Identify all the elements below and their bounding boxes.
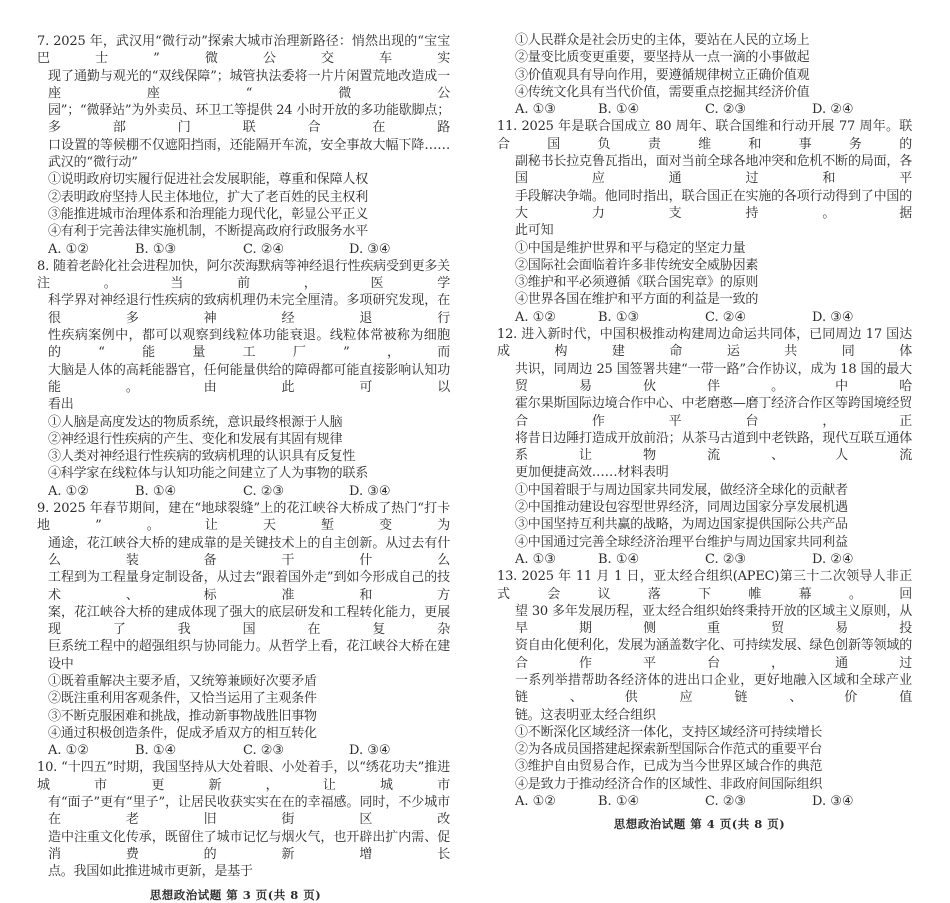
statement-option: ③不断克服困难和挑战，推动新事物战胜旧事物 xyxy=(48,708,317,724)
question xyxy=(497,568,912,810)
answer-choice-d: D. ③④ xyxy=(812,309,854,325)
answer-choice-b: B. ①④ xyxy=(598,551,640,567)
answer-choice-a: A. ①② xyxy=(48,743,89,759)
answer-choices-row xyxy=(497,101,912,118)
question-stem-line: 现了通勤与观光的“双线保障”；城管执法委将一片片闲置荒地改造成一座座“微公 xyxy=(48,68,450,101)
statement-option: ①中国是维护世界和平与稳定的坚定力量 xyxy=(515,240,746,256)
question xyxy=(497,118,912,326)
question-stem-line: 链。这表明亚太经合组织 xyxy=(515,707,656,723)
question-stem-line: 口设置的等候棚不仅遮阳挡雨，还能隔开车流，安全事故大幅下降……武汉的“微行动” xyxy=(48,137,450,171)
answer-choices-row xyxy=(497,309,912,326)
question-stem-line: 共识，同周边 25 国签署共建“一带一路”合作协议，成为 18 国的最大贸易伙伴。中哈 xyxy=(515,361,912,394)
statement-option: ④有利于完善法律实施机制，不断提高政府行政服务水平 xyxy=(48,224,369,240)
statement-option: ②为各成员国搭建起探索新型国际合作范式的重要平台 xyxy=(515,742,823,758)
answer-choices-row xyxy=(37,483,450,500)
question-stem-line: 看出 xyxy=(48,397,74,413)
question xyxy=(37,33,450,258)
statement-option: ③能推进城市治理体系和治理能力现代化，彰显公平正义 xyxy=(48,206,369,222)
question-stem-line: 巨系统工程中的超强组织与协同能力。从哲学上看，花江峡谷大桥在建设中 xyxy=(48,639,450,672)
question-stem-line: 大脑是人体的高耗能器官，任何能量供给的障碍都可能直接影响认知功能。由此可以 xyxy=(48,362,450,395)
statement-option: ③维护自由贸易合作，已成为当今世界区域合作的典范 xyxy=(515,759,823,775)
answer-choices-row xyxy=(37,742,450,759)
statement-option: ①说明政府切实履行促进社会发展职能，尊重和保障人权 xyxy=(48,172,369,188)
question-stem-line: 科学界对神经退行性疾病的致病机理仍未完全厘清。多项研究发现，在很多神经退行 xyxy=(48,293,450,326)
answer-choice-b: B. ①④ xyxy=(135,483,177,499)
statement-option: ④中国通过完善全球经济治理平台维护与周边国家共同利益 xyxy=(515,534,848,550)
question-stem-line: 点。我国如此推进城市更新，是基于 xyxy=(48,864,253,880)
answer-choice-b: B. ①④ xyxy=(135,743,177,759)
statement-option: ①人脑是高度发达的物质系统，意识最终根源于人脑 xyxy=(48,414,343,430)
question-stem-line: 有“面子”更有“里子”，让居民收获实实在在的幸福感。同时，不少城市在老旧街区改 xyxy=(48,795,450,828)
statement-option: ①中国着眼于与周边国家共同发展，做经济全球化的贡献者 xyxy=(515,482,848,498)
statement-option: ④世界各国在维护和平方面的利益是一致的 xyxy=(515,292,759,308)
answer-choice-b: B. ①③ xyxy=(598,309,640,325)
question-stem-line: 性疾病案例中，都可以观察到线粒体功能衰退。线粒体常被称为细胞的“能量工厂”，而 xyxy=(48,328,450,361)
statement-option: ②量变比质变更重要，要坚持从一点一滴的小事做起 xyxy=(515,50,810,66)
answer-choice-d: D. ②④ xyxy=(812,551,854,567)
question-stem-first-line: 7. 2025 年，武汉用“微行动”探索大城市治理新路径：悄然出现的“宝宝巴士”微公交车实 xyxy=(37,34,450,67)
question-stem-first-line: 13. 2025 年 11 月 1 日，亚太经合组织(APEC)第三十二次领导人非正式会议落下帷幕。回 xyxy=(497,569,912,602)
question-stem-line: 手段解决争端。他同时指出，联合国正在实施的各项行动得到了中国的大力支持。据 xyxy=(515,188,912,221)
answer-choice-a: A. ①② xyxy=(48,483,89,499)
question-stem-line: 霍尔果斯国际边境合作中心、中老磨憨—磨丁经济合作区等跨国境经贸合作平台，正 xyxy=(515,396,912,429)
answer-choice-c: C. ②③ xyxy=(705,102,747,118)
question xyxy=(497,32,912,118)
statement-option: ④是致力于推动经济合作的区域性、非政府间国际组织 xyxy=(515,776,823,792)
question-stem-line: 望 30 多年发展历程，亚太经合组织始终秉持开放的区域主义原则，从早期侧重贸易投 xyxy=(515,603,912,637)
answer-choice-d: D. ③④ xyxy=(349,743,391,759)
answer-choice-c: C. ②③ xyxy=(705,794,747,810)
answer-choice-c: C. ②③ xyxy=(705,551,747,567)
answer-choice-b: B. ①③ xyxy=(135,241,177,257)
left-page-column xyxy=(37,33,450,903)
question-stem-line: 一系列举措帮助各经济体的进出口企业，更好地融入区域和全球产业链、供应链、价值 xyxy=(515,672,912,706)
statement-option: ①不断深化区域经济一体化，支持区域经济可持续增长 xyxy=(515,724,823,740)
statement-option: ②中国推动建设包容型世界经济，同周边国家分享发展机遇 xyxy=(515,500,848,516)
answer-choice-d: D. ③④ xyxy=(349,483,391,499)
question-stem-first-line: 12. 进入新时代，中国积极推动构建周边命运共同体，已同周边 17 国达成构建命运共同体 xyxy=(497,327,912,360)
statement-option: ③维护和平必须遵循《联合国宪章》的原则 xyxy=(515,275,759,291)
question-stem-line: 将昔日边陲打造成开放前沿；从茶马古道到中老铁路，现代互联互通体系让物流、人流 xyxy=(515,430,912,464)
question-stem-first-line: 9. 2025 年春节期间，建在“地球裂缝”上的花江峡谷大桥成了热门“打卡地”。让天堑变为 xyxy=(37,501,450,534)
answer-choice-b: B. ①④ xyxy=(598,102,640,118)
answer-choice-b: B. ①④ xyxy=(598,794,640,810)
question-stem-line: 工程到为工程量身定制设备，从过去“跟着国外走”到如今形成自己的技术、标准和方 xyxy=(48,570,450,603)
statement-option: ②神经退行性疾病的产生、变化和发展有其固有规律 xyxy=(48,431,343,447)
question xyxy=(37,759,450,880)
answer-choices-row xyxy=(497,551,912,568)
statement-option: ③人类对神经退行性疾病的致病机理的认识具有反复性 xyxy=(48,449,356,465)
question-stem-first-line: 8. 随着老龄化社会进程加快，阿尔茨海默病等神经退行性疾病受到更多关注。当前，医学 xyxy=(37,258,450,292)
page-footer-left: 思想政治试题 第 3 页(共 8 页) xyxy=(149,887,322,902)
question-stem-first-line: 10. “十四五”时期，我国坚持从大处着眼、小处着手，以“绣花功夫”推进城市更新，让城市 xyxy=(37,760,450,793)
page-footer-right: 思想政治试题 第 4 页(共 8 页) xyxy=(613,817,786,832)
question-stem-first-line: 11. 2025 年是联合国成立 80 周年、联合国维和行动开展 77 周年。联合国负责维和事务的 xyxy=(497,119,912,152)
answer-choice-d: D. ③④ xyxy=(812,794,854,810)
answer-choice-d: D. ③④ xyxy=(349,241,391,257)
statement-option: ①既着重解决主要矛盾，又统筹兼顾好次要矛盾 xyxy=(48,673,317,689)
statement-option: ②国际社会面临着许多非传统安全威胁因素 xyxy=(515,257,759,273)
statement-option: ②既注重利用客观条件，又恰当运用了主观条件 xyxy=(48,691,317,707)
question-stem-line: 园”；“微驿站”为外卖员、环卫工等提供 24 小时开放的多功能歇脚点；多部门联合在路 xyxy=(48,103,450,136)
statement-option: ③价值观具有导向作用，要遵循规律树立正确价值观 xyxy=(515,67,810,83)
statement-option: ①人民群众是社会历史的主体，要站在人民的立场上 xyxy=(515,33,810,48)
answer-choice-c: C. ②④ xyxy=(243,241,285,257)
statement-option: ④传统文化具有当代价值，需要重点挖掘其经济价值 xyxy=(515,84,810,100)
answer-choice-a: A. ①③ xyxy=(515,102,556,118)
answer-choice-a: A. ①② xyxy=(48,241,89,257)
question-stem-line: 资自由化便利化，发展为涵盖数字化、可持续发展、绿色创新等领域的合作平台，通过 xyxy=(515,638,912,671)
answer-choice-c: C. ②③ xyxy=(243,483,285,499)
question xyxy=(37,500,450,759)
answer-choice-a: A. ①③ xyxy=(515,551,556,567)
question xyxy=(37,258,450,500)
statement-option: ②表明政府坚持人民主体地位，扩大了老百姓的民主权利 xyxy=(48,189,369,205)
answer-choice-c: C. ②④ xyxy=(705,309,747,325)
question-stem-line: 通途，花江峡谷大桥的建成靠的是关键技术上的自主创新。从过去有什么装备干什么 xyxy=(48,535,450,568)
right-page-column xyxy=(497,32,912,832)
question-stem-line: 此可知 xyxy=(515,223,554,239)
answer-choices-row xyxy=(37,241,450,258)
question-stem-line: 副秘书长拉克鲁瓦指出，面对当前全球各地冲突和危机不断的局面，各国应通过和平 xyxy=(515,154,912,187)
question-stem-line: 造中注重文化传承，既留住了城市记忆与烟火气，也开辟出扩内需、促消费的新增长 xyxy=(48,829,450,862)
answer-choice-c: C. ②③ xyxy=(243,743,285,759)
question-stem-line: 更加便捷高效……材料表明 xyxy=(515,465,669,481)
answer-choice-a: A. ①② xyxy=(515,794,556,810)
statement-option: ④通过积极创造条件，促成矛盾双方的相互转化 xyxy=(48,725,317,741)
question-stem-line: 案，花江峡谷大桥的建成体现了强大的底层研发和工程转化能力，更展现了我国在复杂 xyxy=(48,604,450,638)
answer-choices-row xyxy=(497,793,912,810)
answer-choice-a: A. ①② xyxy=(515,309,556,325)
statement-option: ④科学家在线粒体与认知功能之间建立了人为事物的联系 xyxy=(48,466,369,482)
statement-option: ③中国坚持互利共赢的战略，为周边国家提供国际公共产品 xyxy=(515,517,848,533)
question xyxy=(497,326,912,568)
answer-choice-d: D. ②④ xyxy=(812,102,854,118)
